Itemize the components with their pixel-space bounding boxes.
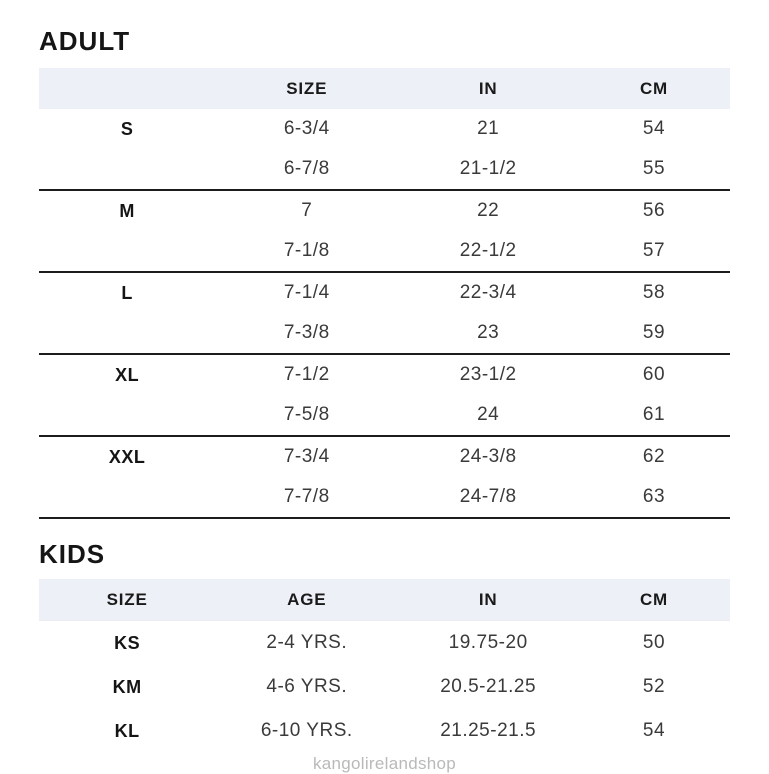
table-row [39, 355, 730, 395]
table-row [39, 273, 730, 313]
cm-value: 61 [642, 404, 666, 425]
adult-col-cm: CM [639, 78, 668, 98]
table-row [39, 709, 730, 753]
in-value: 24 [477, 404, 500, 425]
in-value: 19.75-20 [448, 632, 528, 653]
age-value: 6-10 YRS. [260, 720, 353, 741]
size-value: 7-1/4 [283, 282, 330, 303]
adult-group-xl [39, 355, 730, 437]
table-row [39, 191, 730, 231]
size-label: XL [115, 364, 140, 385]
kids-col-size: SIZE [106, 589, 148, 609]
kids-table-body [39, 620, 730, 753]
cm-value: 54 [642, 720, 666, 741]
cm-value: 62 [642, 446, 666, 467]
cm-value: 57 [642, 240, 666, 261]
size-value: 7-1/8 [283, 240, 330, 261]
table-row [39, 109, 730, 149]
table-row [39, 395, 730, 435]
size-value: 6-3/4 [283, 118, 330, 139]
size-label: KS [114, 632, 141, 653]
size-label: XXL [108, 446, 146, 467]
in-value: 23 [477, 322, 500, 343]
size-value: 7-5/8 [283, 404, 330, 425]
table-row [39, 313, 730, 353]
cm-value: 60 [642, 364, 666, 385]
adult-table-body [39, 109, 730, 519]
in-value: 23-1/2 [459, 364, 517, 385]
in-value: 22 [477, 200, 500, 221]
adult-group-s [39, 109, 730, 191]
in-value: 20.5-21.25 [440, 676, 537, 697]
size-value: 7-3/4 [283, 446, 330, 467]
cm-value: 63 [642, 486, 666, 507]
table-row [39, 149, 730, 189]
in-value: 24-7/8 [459, 486, 517, 507]
size-value: 7-7/8 [283, 486, 330, 507]
kids-col-age: AGE [287, 589, 327, 609]
adult-col-size: SIZE [286, 78, 328, 98]
in-value: 24-3/8 [459, 446, 517, 467]
size-value: 6-7/8 [283, 158, 330, 179]
cm-value: 50 [642, 632, 666, 653]
kids-col-cm: CM [639, 589, 668, 609]
kids-section-title: KIDS [39, 539, 106, 569]
size-value: 7-3/8 [283, 322, 330, 343]
size-label: M [119, 200, 135, 221]
watermark: kangolirelandshop [312, 754, 457, 773]
adult-group-xxl [39, 437, 730, 519]
cm-value: 58 [642, 282, 666, 303]
size-label: KL [114, 720, 140, 741]
size-label: S [120, 118, 134, 139]
in-value: 21.25-21.5 [440, 720, 537, 741]
table-row [39, 231, 730, 271]
cm-value: 54 [642, 118, 666, 139]
in-value: 21 [477, 118, 500, 139]
adult-size-table [39, 68, 730, 519]
adult-col-in: IN [478, 78, 498, 98]
table-row [39, 437, 730, 477]
cm-value: 52 [642, 676, 666, 697]
size-label: KM [112, 676, 142, 697]
kids-size-table [39, 579, 730, 753]
adult-group-m [39, 191, 730, 273]
adult-table-header [39, 68, 730, 109]
size-value: 7-1/2 [283, 364, 330, 385]
adult-group-l [39, 273, 730, 355]
cm-value: 56 [642, 200, 666, 221]
table-row [39, 477, 730, 517]
kids-table-header [39, 579, 730, 620]
cm-value: 59 [642, 322, 666, 343]
in-value: 22-1/2 [459, 240, 517, 261]
size-value: 7 [301, 200, 313, 221]
age-value: 2-4 YRS. [266, 632, 348, 653]
kids-col-in: IN [478, 589, 498, 609]
adult-section-title: ADULT [39, 26, 131, 56]
size-label: L [121, 282, 133, 303]
age-value: 4-6 YRS. [266, 676, 348, 697]
table-row [39, 665, 730, 709]
in-value: 22-3/4 [459, 282, 517, 303]
cm-value: 55 [642, 158, 666, 179]
in-value: 21-1/2 [459, 158, 517, 179]
table-row [39, 621, 730, 665]
